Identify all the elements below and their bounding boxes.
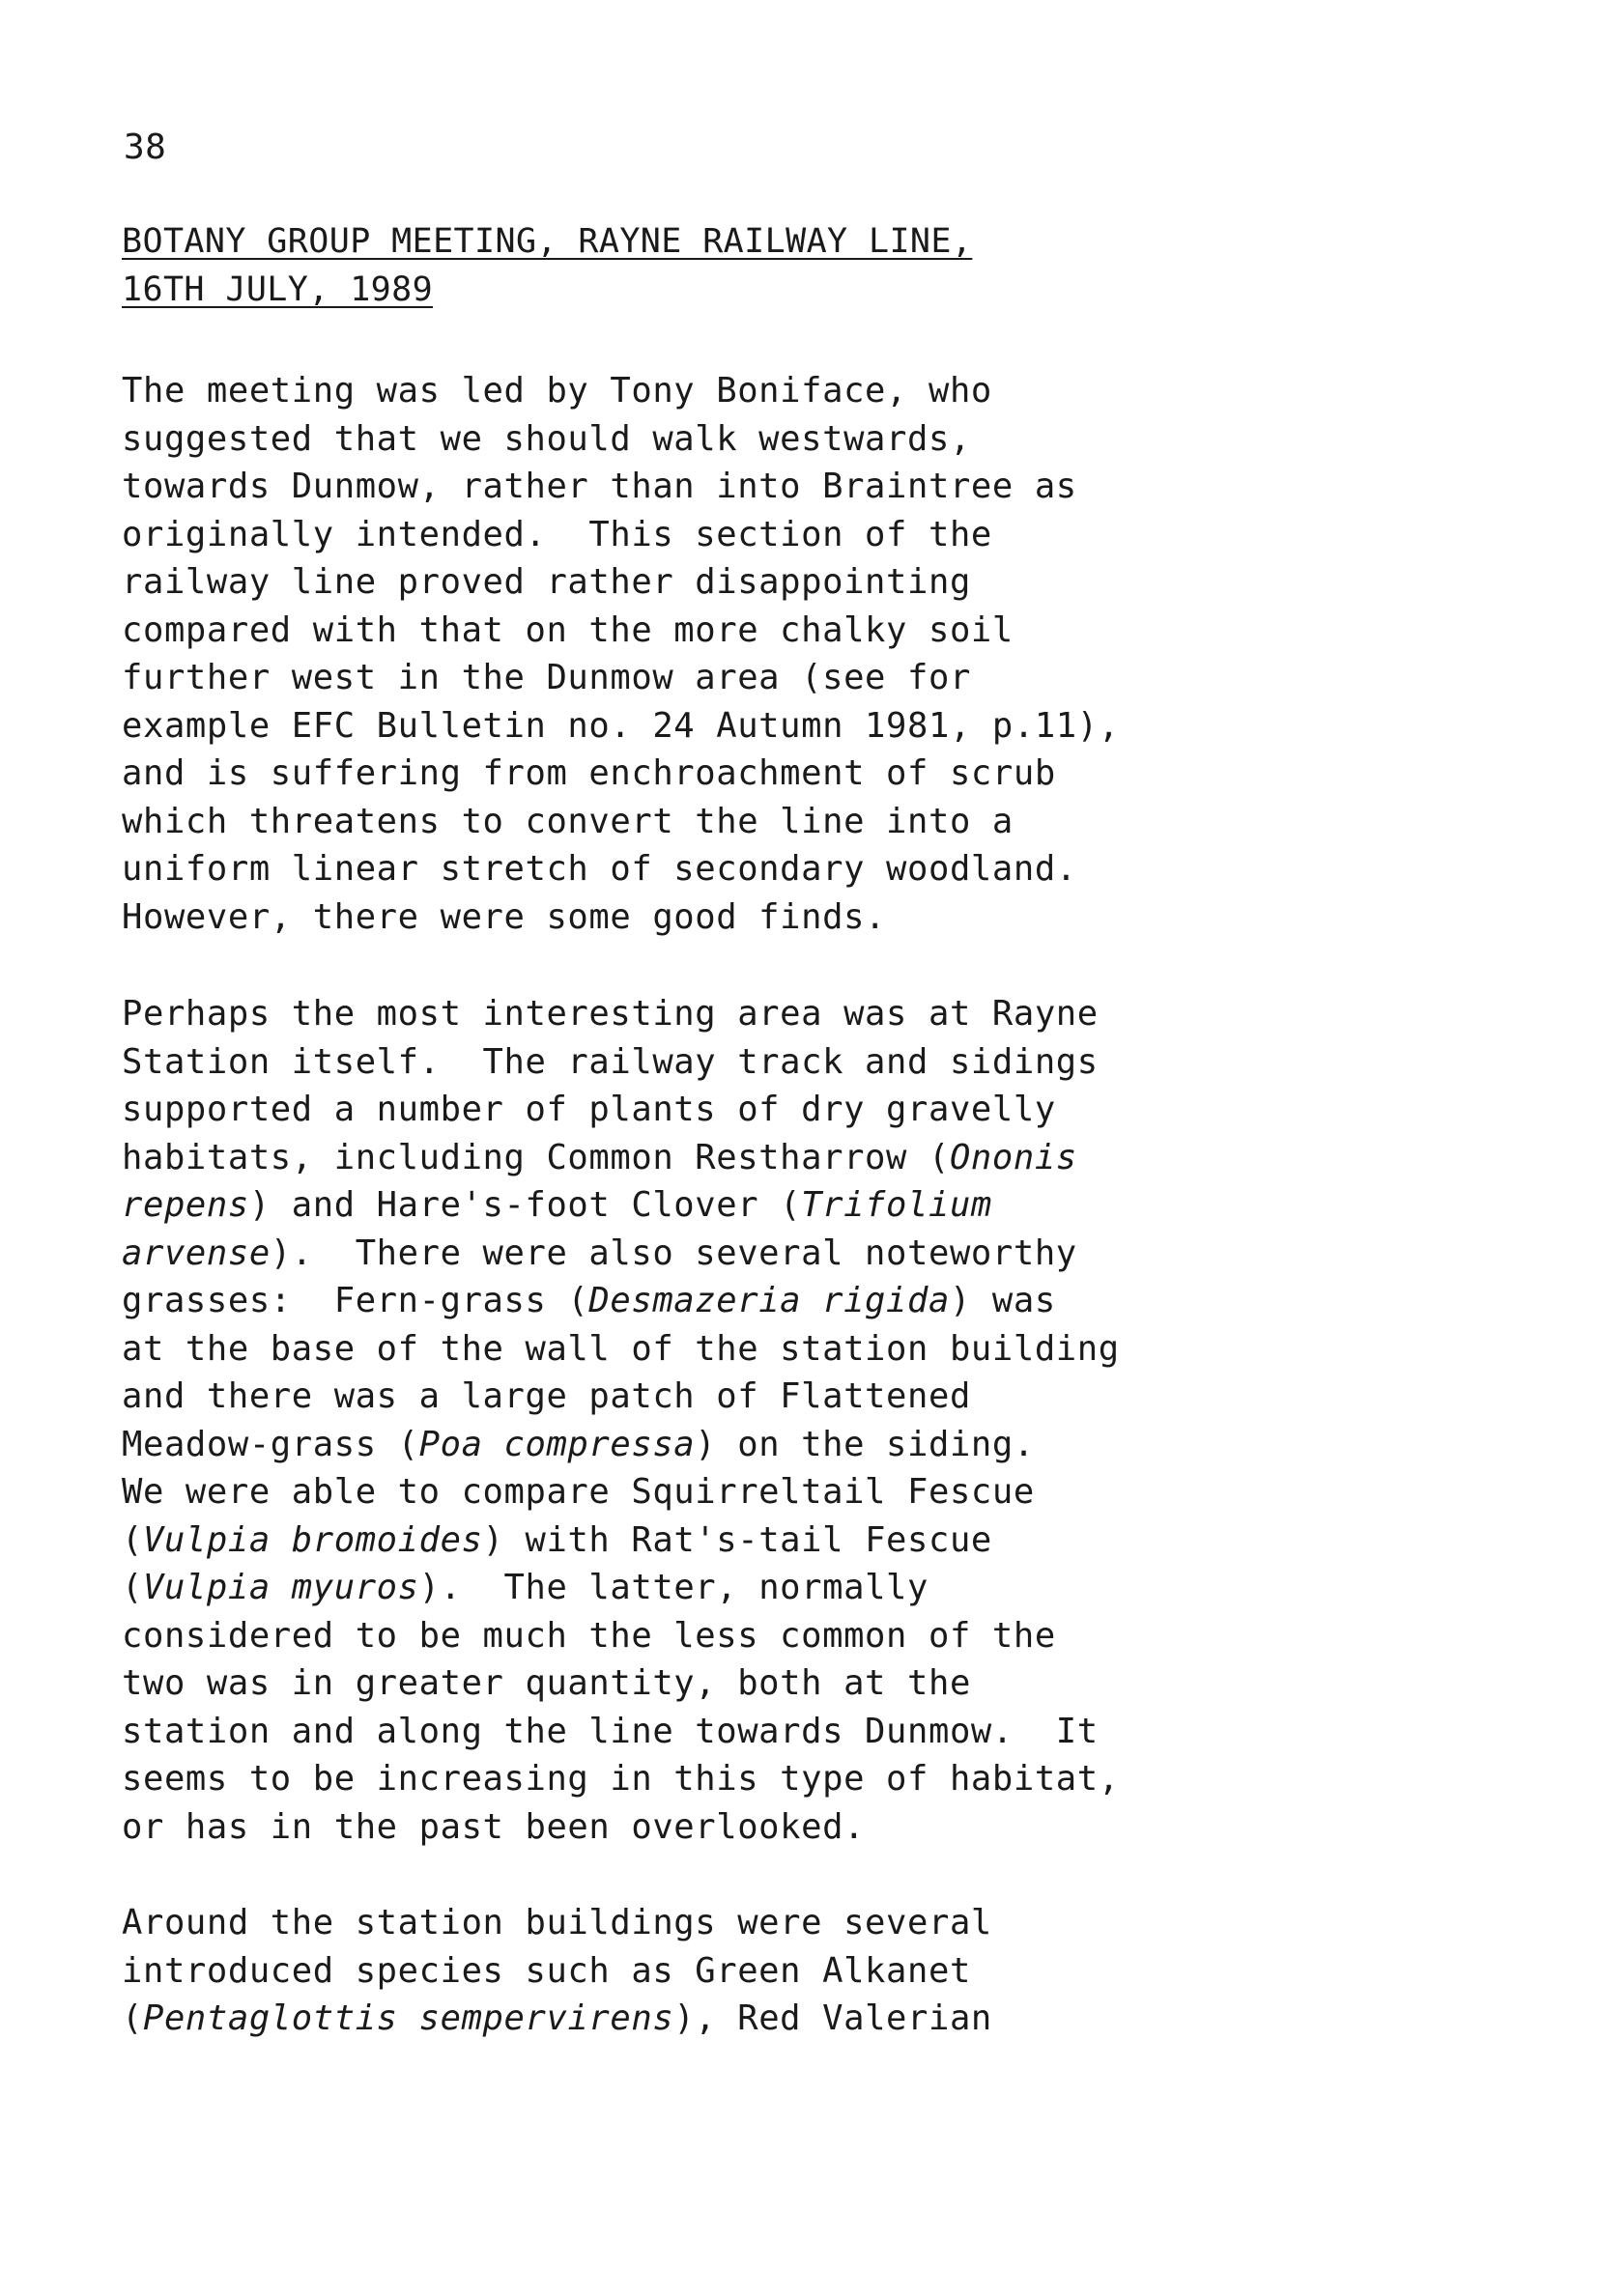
text-line: which threatens to convert the line into a [122,801,1014,841]
text-line: suggested that we should walk westwards, [122,418,971,459]
text-line: The meeting was led by Tony Boniface, who [122,371,992,411]
text-line: Perhaps the most interesting area was at Rayne [122,994,1099,1034]
text-line: uniform linear stretch of secondary woodland. [122,849,1077,889]
paragraph-2 [122,990,1513,1851]
text-line: example EFC Bulletin no. 24 Autumn 1981, p.11), [122,705,1120,746]
text-line: repens) and Hare's-foot Clover (Trifolium [122,1185,992,1225]
species-name: Poa compressa [418,1424,696,1464]
text-line: introduced species such as Green Alkanet [122,1950,971,1991]
text-line: (Vulpia bromoides) with Rat's-tail Fescue [122,1519,992,1560]
text-line: seems to be increasing in this type of habitat, [122,1759,1120,1799]
text-line: or has in the past been overlooked. [122,1806,866,1847]
text-line: (Pentaglottis sempervirens), Red Valerian [122,1998,992,2038]
heading-line-1: BOTANY GROUP MEETING, RAYNE RAILWAY LINE, [122,222,973,261]
text-line: and is suffering from enchroachment of scrub [122,753,1056,793]
text-line: We were able to compare Squirreltail Fescue [122,1472,1035,1512]
species-name: Vulpia bromoides [142,1519,483,1560]
text-line: towards Dunmow, rather than into Braintree as [122,467,1077,506]
species-name: Ononis [949,1137,1077,1177]
text-line: However, there were some good finds. [122,896,887,937]
text-line: two was in greater quantity, both at the [122,1663,971,1703]
species-name: Vulpia myuros [142,1568,419,1607]
paragraph-1 [122,367,1513,941]
article-heading [122,217,972,314]
species-name: Pentaglottis sempervirens [142,1998,674,2038]
text-line: railway line proved rather disappointing [122,562,971,602]
heading-line-2: 16TH JULY, 1989 [122,270,434,309]
text-line: (Vulpia myuros). The latter, normally [122,1568,929,1607]
text-line: station and along the line towards Dunmow. It [122,1711,1099,1751]
text-line: compared with that on the more chalky soil [122,609,1014,650]
text-line: Around the station buildings were several [122,1903,992,1942]
text-line: Station itself. The railway track and sidings [122,1041,1099,1082]
text-line: further west in the Dunmow area (see for [122,658,971,697]
text-line: arvense). There were also several noteworthy [122,1233,1077,1273]
text-line: Meadow-grass (Poa compressa) on the siding. [122,1424,1035,1464]
text-line: habitats, including Common Restharrow (Ononis [122,1137,1077,1177]
text-line: originally intended. This section of the [122,514,992,554]
paragraph-3 [122,1899,1513,2043]
page-number: 38 [124,128,167,167]
text-line: grasses: Fern-grass (Desmazeria rigida) was [122,1281,1056,1320]
species-name: repens [122,1185,249,1225]
text-line: supported a number of plants of dry gravelly [122,1090,1056,1129]
text-line: considered to be much the less common of the [122,1615,1056,1656]
species-name: Trifolium [801,1185,992,1225]
text-line: at the base of the wall of the station building [122,1328,1120,1369]
species-name: arvense [122,1233,271,1273]
text-line: and there was a large patch of Flattened [122,1376,971,1416]
species-name: Desmazeria rigida [588,1281,950,1320]
